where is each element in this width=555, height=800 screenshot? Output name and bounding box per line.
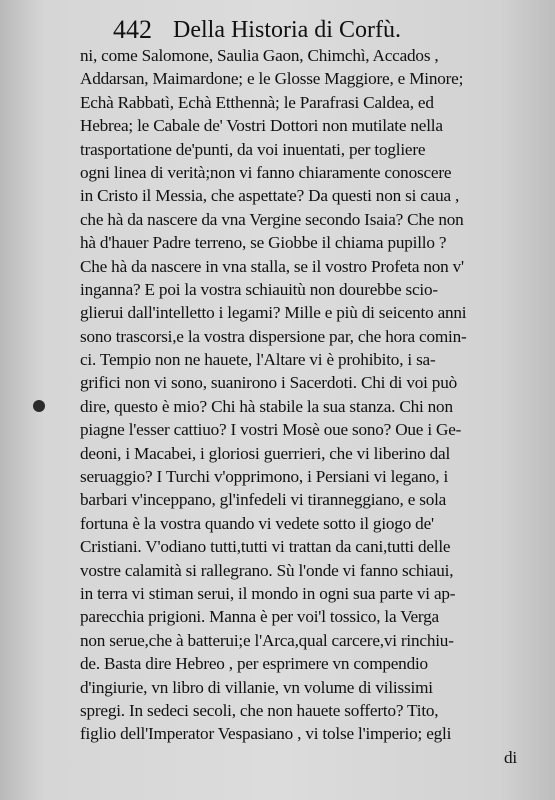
page-header [113,16,533,44]
text-line: ogni linea di verità;non vi fanno chiaramente conoscere [80,162,452,182]
text-line: Hebrea; le Cabale de' Vostri Dottori non mutilate nella [80,116,443,136]
text-line: deoni, i Macabei, i gloriosi guerrieri, che vi liberino dal [80,443,451,463]
running-title: Della Historia di Corfù. [173,17,401,43]
text-line: inganna? E poi la vostra schiauitù non dourebbe scio- [80,279,438,299]
page-number: 442 [113,15,152,44]
text-line: seruaggio? I Turchi v'opprimono, i Persiani vi legano, i [80,467,449,487]
text-line: grifici non vi sono, suanirono i Sacerdoti. Chi di voi può [80,373,457,393]
text-line: piagne l'esser cattiuo? I vostri Mosè oue sono? Oue i Ge- [80,420,462,440]
text-line: dire, questo è mio? Chi hà stabile la sua stanza. Chi non [80,396,453,416]
body-text [80,44,535,769]
text-line: Che hà da nascere in vna stalla, se il vostro Profeta non v' [80,256,464,276]
text-line: Echà Rabbatì, Echà Etthennà; le Parafrasi Caldea, ed [80,92,434,112]
text-line: spregi. In sedeci secoli, che non hauete sofferto? Tito, [80,700,439,720]
text-line: glierui dall'intelletto i legami? Mille e più di seicento anni [80,303,467,323]
text-line: d'ingiurie, vn libro di villanie, vn volume di vilissimi [80,677,433,697]
text-line: barbari v'inceppano, gl'infedeli vi tiranneggiano, e sola [80,490,447,510]
text-line: in Cristo il Messia, che aspettate? Da questi non si caua , [80,186,460,206]
text-line: non serue,che à batterui;e l'Arca,qual carcere,vi rinchiu- [80,630,454,650]
text-line: ci. Tempio non ne hauete, l'Altare vi è prohibito, i sa- [80,350,436,370]
text-line: in terra vi stiman serui, il mondo in ogni sua parte vi ap- [80,583,456,603]
text-line: figlio dell'Imperator Vespasiano , vi tolse l'imperio; egli [80,724,452,744]
text-line: Addarsan, Maimardone; e le Glosse Maggiore, e Minore; [80,69,464,89]
text-line: ni, come Salomone, Saulia Gaon, Chimchì, Accados , [80,46,439,65]
ink-spot [33,400,45,412]
text-line: parecchia prigioni. Manna è per voi'l tossico, la Verga [80,607,439,627]
text-line: sono trascorsi,e la vostra dispersione par, che hora comin- [80,326,467,346]
text-line: trasportatione de'punti, da voi inuentati, per togliere [80,139,426,159]
text-line: Cristiani. V'odiano tutti,tutti vi trattan da cani,tutti delle [80,537,451,557]
text-line: fortuna è la vostra quando vi vedete sotto il giogo de' [80,513,434,533]
text-line: de. Basta dire Hebreo , per esprimere vn compendio [80,654,428,674]
text-line: hà d'hauer Padre terreno, se Giobbe il chiama pupillo ? [80,233,447,253]
text-line: vostre calamità si rallegrano. Sù l'onde vi fanno schiaui, [80,560,454,580]
text-line: che hà da nascere da vna Vergine secondo Isaia? Che non [80,209,464,229]
catchword: di [504,747,517,767]
